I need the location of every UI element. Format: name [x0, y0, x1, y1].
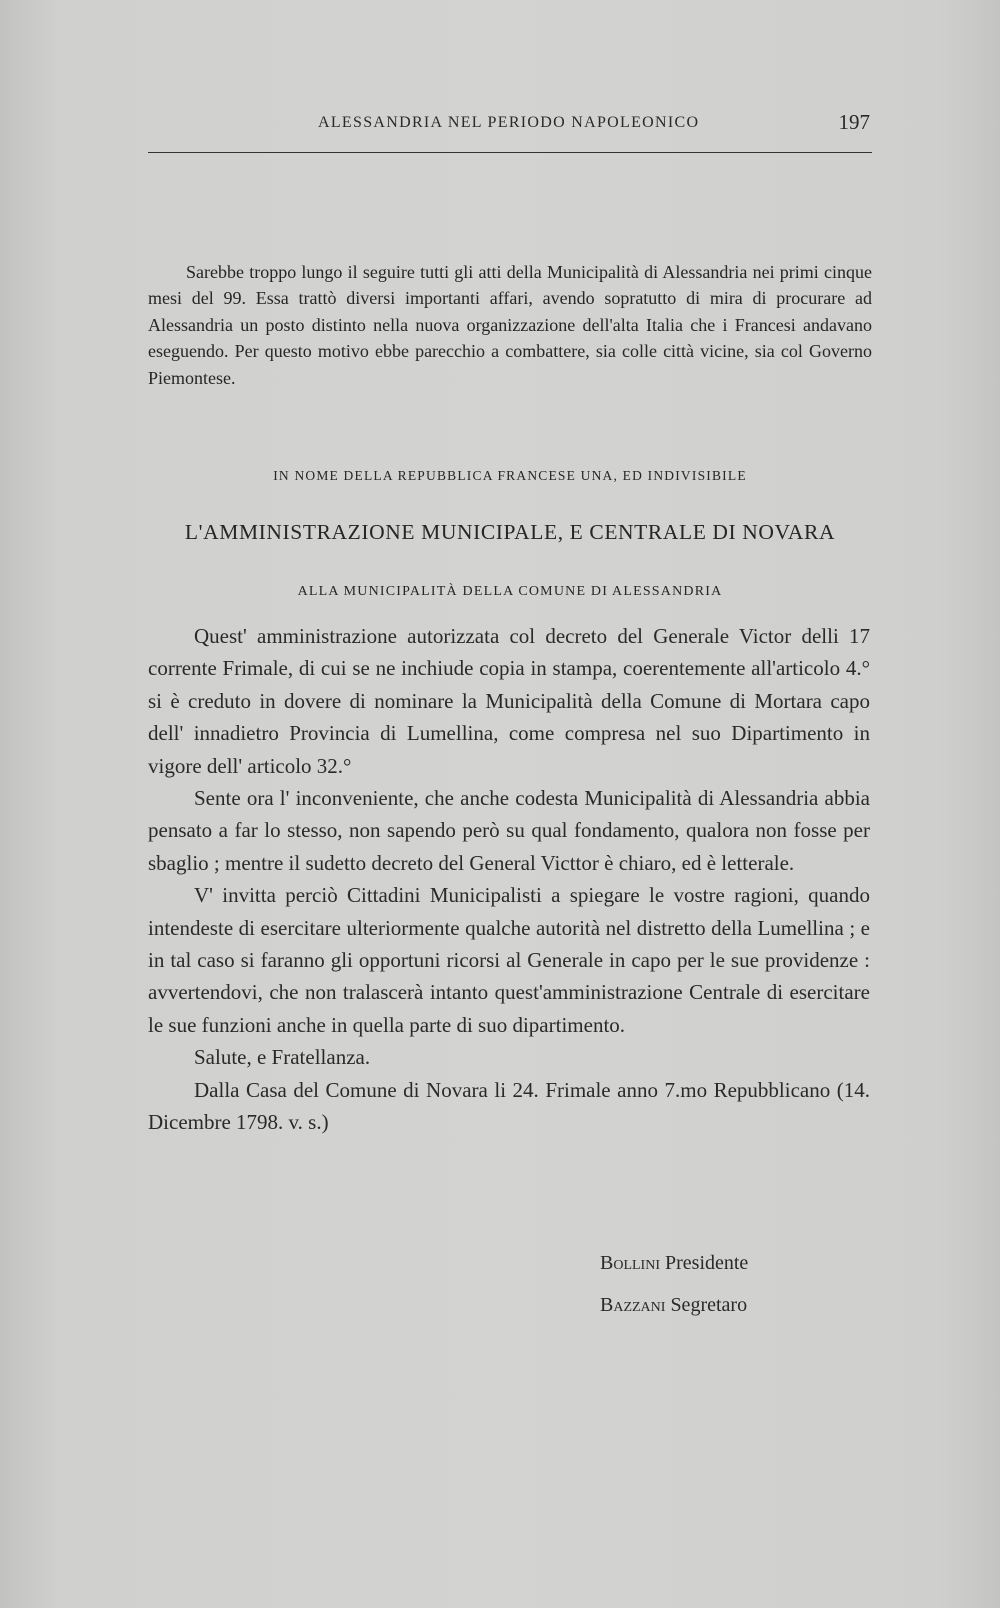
page-number: 197 [838, 110, 870, 134]
signer-role: Presidente [665, 1252, 749, 1274]
running-title: ALESSANDRIA NEL PERIODO NAPOLEONICO [318, 114, 700, 131]
letter-closing: Salute, e Fratellanza. [194, 1045, 371, 1070]
letter-paragraph: Sente ora l' inconveniente, che anche codesta Municipalità di Alessandria abbia pensato a far lo stesso, non sapendo però su qual fondamento, qualora non fosse per sbaglio ; mentre il sudetto decreto del General Victtor è chiaro, ed è letterale. [148, 786, 870, 875]
heading-republic: IN NOME DELLA REPUBBLICA FRANCESE UNA, ED INDIVISIBILE [273, 468, 747, 483]
heading-addressee: ALLA MUNICIPALITÀ DELLA COMUNE DI ALESSANDRIA [297, 584, 723, 599]
page-header [148, 108, 872, 153]
heading-administration: L'AMMINISTRAZIONE MUNICIPALE, E CENTRALE DI NOVARA [184, 520, 836, 544]
signature-president [600, 1252, 840, 1294]
signer-name: Bazzani [600, 1294, 666, 1316]
signature-block [600, 1252, 840, 1336]
letter-body [148, 620, 870, 1139]
letter-dateline: Dalla Casa del Comune di Novara li 24. Frimale anno 7.mo Repubblicano (14. Dicembre 1798. v. s.) [148, 1077, 870, 1135]
letter-paragraph: V' invitta perciò Cittadini Municipalisti a spiegare le vostre ragioni, quando intendeste di esercitare ulteriormente qualche autorità nel distretto della Lumellina ; e in tal caso si faranno gli opportuni ricorsi al Generale in capo per le sue providenze : avvertendovi, che non tralascerà intanto quest'amministrazione Centrale di esercitare le sue funzioni anche in quella parte di suo dipartimento. [148, 883, 870, 1037]
signature-secretary [600, 1294, 840, 1336]
intro-text [148, 259, 872, 391]
signer-name: Bollini [600, 1252, 660, 1274]
letter-paragraph: Quest' amministrazione autorizzata col decreto del Generale Victor delli 17 corrente Frimale, di cui se ne inchiude copia in stampa, coerentemente all'articolo 4.° si è creduto in dovere di nominare la Municipalità della Comune di Mortara capo dell' innadietro Provincia di Lumellina, come compresa nel suo Dipartimento in vigore dell' articolo 32.° [148, 624, 870, 778]
signer-role: Segretaro [670, 1294, 748, 1316]
intro-paragraph: Sarebbe troppo lungo il seguire tutti gli atti della Municipalità di Alessandria nei primi cinque mesi del 99. Essa trattò diversi importanti affari, avendo sopratutto di mira di procurare ad Alessandria un posto distinto nella nuova organizzazione dell'alta Italia che i Francesi andavano eseguendo. Per questo motivo ebbe parecchio a combattere, sia colle città vicine, sia col Governo Piemontese. [148, 262, 872, 388]
